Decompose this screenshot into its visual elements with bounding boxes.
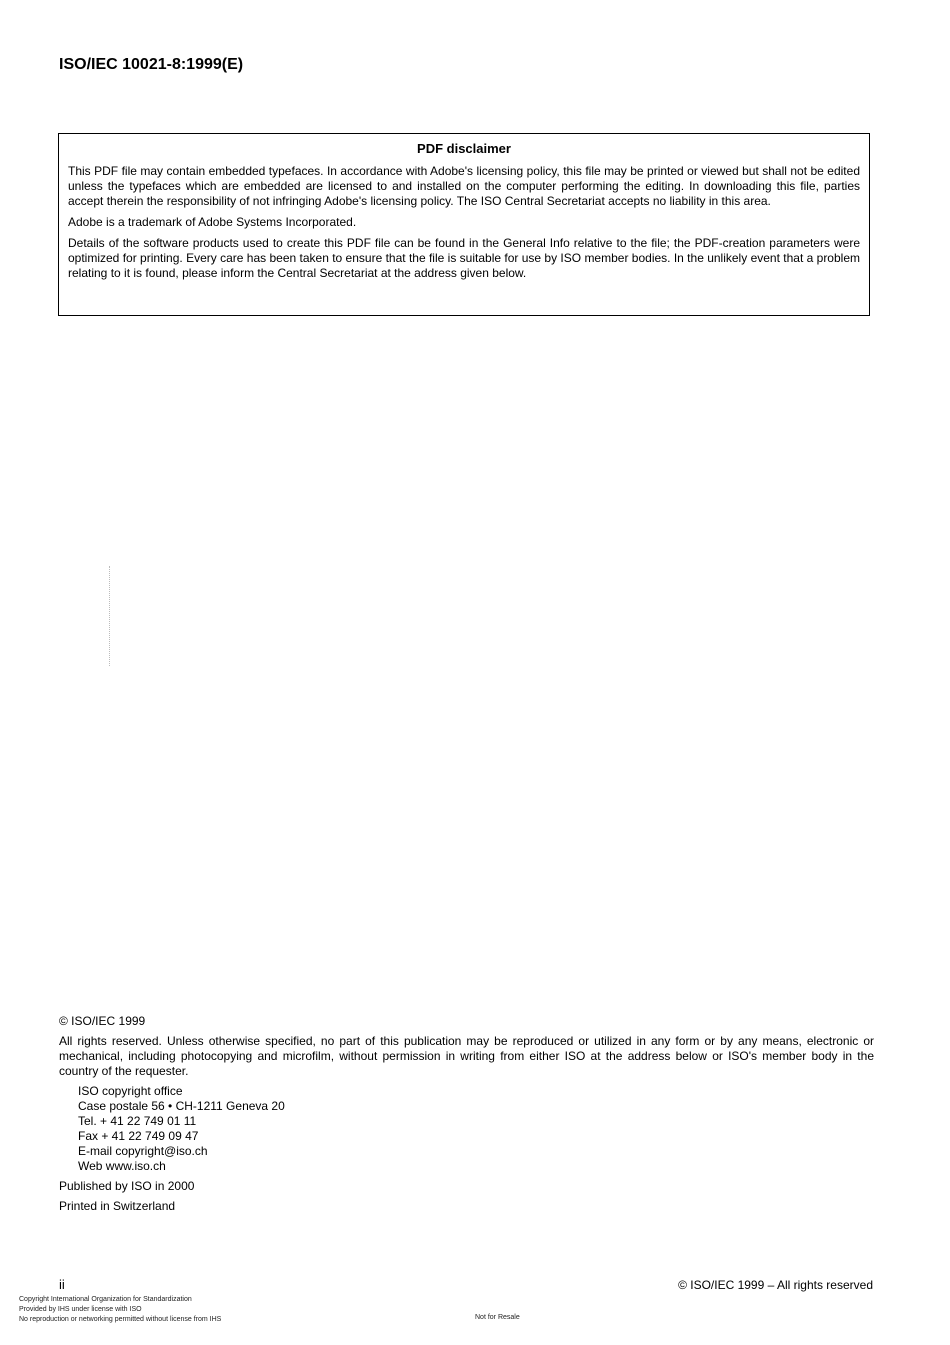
copyright-section	[59, 1014, 874, 1219]
ihs-notice-line: No reproduction or networking permitted without license from IHS	[19, 1316, 222, 1323]
address-line: Web www.iso.ch	[78, 1159, 166, 1173]
footer-rights: © ISO/IEC 1999 – All rights reserved	[678, 1278, 873, 1292]
disclaimer-title: PDF disclaimer	[417, 141, 511, 156]
pdf-disclaimer-box	[58, 133, 870, 316]
page-number: ii	[59, 1277, 65, 1292]
disclaimer-paragraph: Adobe is a trademark of Adobe Systems Incorporated.	[68, 215, 357, 229]
address-line: Case postale 56 • CH-1211 Geneva 20	[78, 1099, 285, 1113]
ihs-notice	[19, 1295, 221, 1325]
document-header-title: ISO/IEC 10021-8:1999(E)	[59, 56, 244, 73]
published-by: Published by ISO in 2000	[59, 1179, 195, 1193]
address-line: ISO copyright office	[78, 1084, 183, 1098]
ihs-notice-line: Provided by IHS under license with ISO	[19, 1306, 142, 1313]
address-line: Tel. + 41 22 749 01 11	[78, 1114, 197, 1128]
address-line: Fax + 41 22 749 09 47	[78, 1129, 199, 1143]
ihs-notice-line: Copyright International Organization for Standardization	[19, 1296, 192, 1303]
copyright-office-address	[78, 1084, 874, 1174]
disclaimer-paragraph: This PDF file may contain embedded typefaces. In accordance with Adobe's licensing policy, this file may be printed or viewed but shall not be edited unless the typefaces which are embedded are licensed to and installed on the computer performing the editing. In downloading this file, parties accept therein the responsibility of not infringing Adobe's licensing policy. The ISO Central Secretariat accepts no liability in this area.	[68, 164, 860, 208]
printed-in: Printed in Switzerland	[59, 1199, 176, 1213]
disclaimer-paragraph: Details of the software products used to create this PDF file can be found in the General Info relative to the file; the PDF-creation parameters were optimized for printing. Every care has been taken to ensure that the file is suitable for use by ISO member bodies. In the unlikely event that a problem relating to it is found, please inform the Central Secretariat at the address given below.	[68, 236, 860, 280]
scan-artifact-divider	[109, 566, 114, 666]
not-for-resale: Not for Resale	[475, 1314, 520, 1321]
address-line: E-mail copyright@iso.ch	[78, 1144, 208, 1158]
rights-statement: All rights reserved. Unless otherwise specified, no part of this publication may be reproduced or utilized in any form or by any means, electronic or mechanical, including photocopying and microfilm, without permission in writing from either ISO at the address below or ISO's member body in the country of the requester.	[59, 1034, 874, 1078]
copyright-line: © ISO/IEC 1999	[59, 1014, 146, 1028]
